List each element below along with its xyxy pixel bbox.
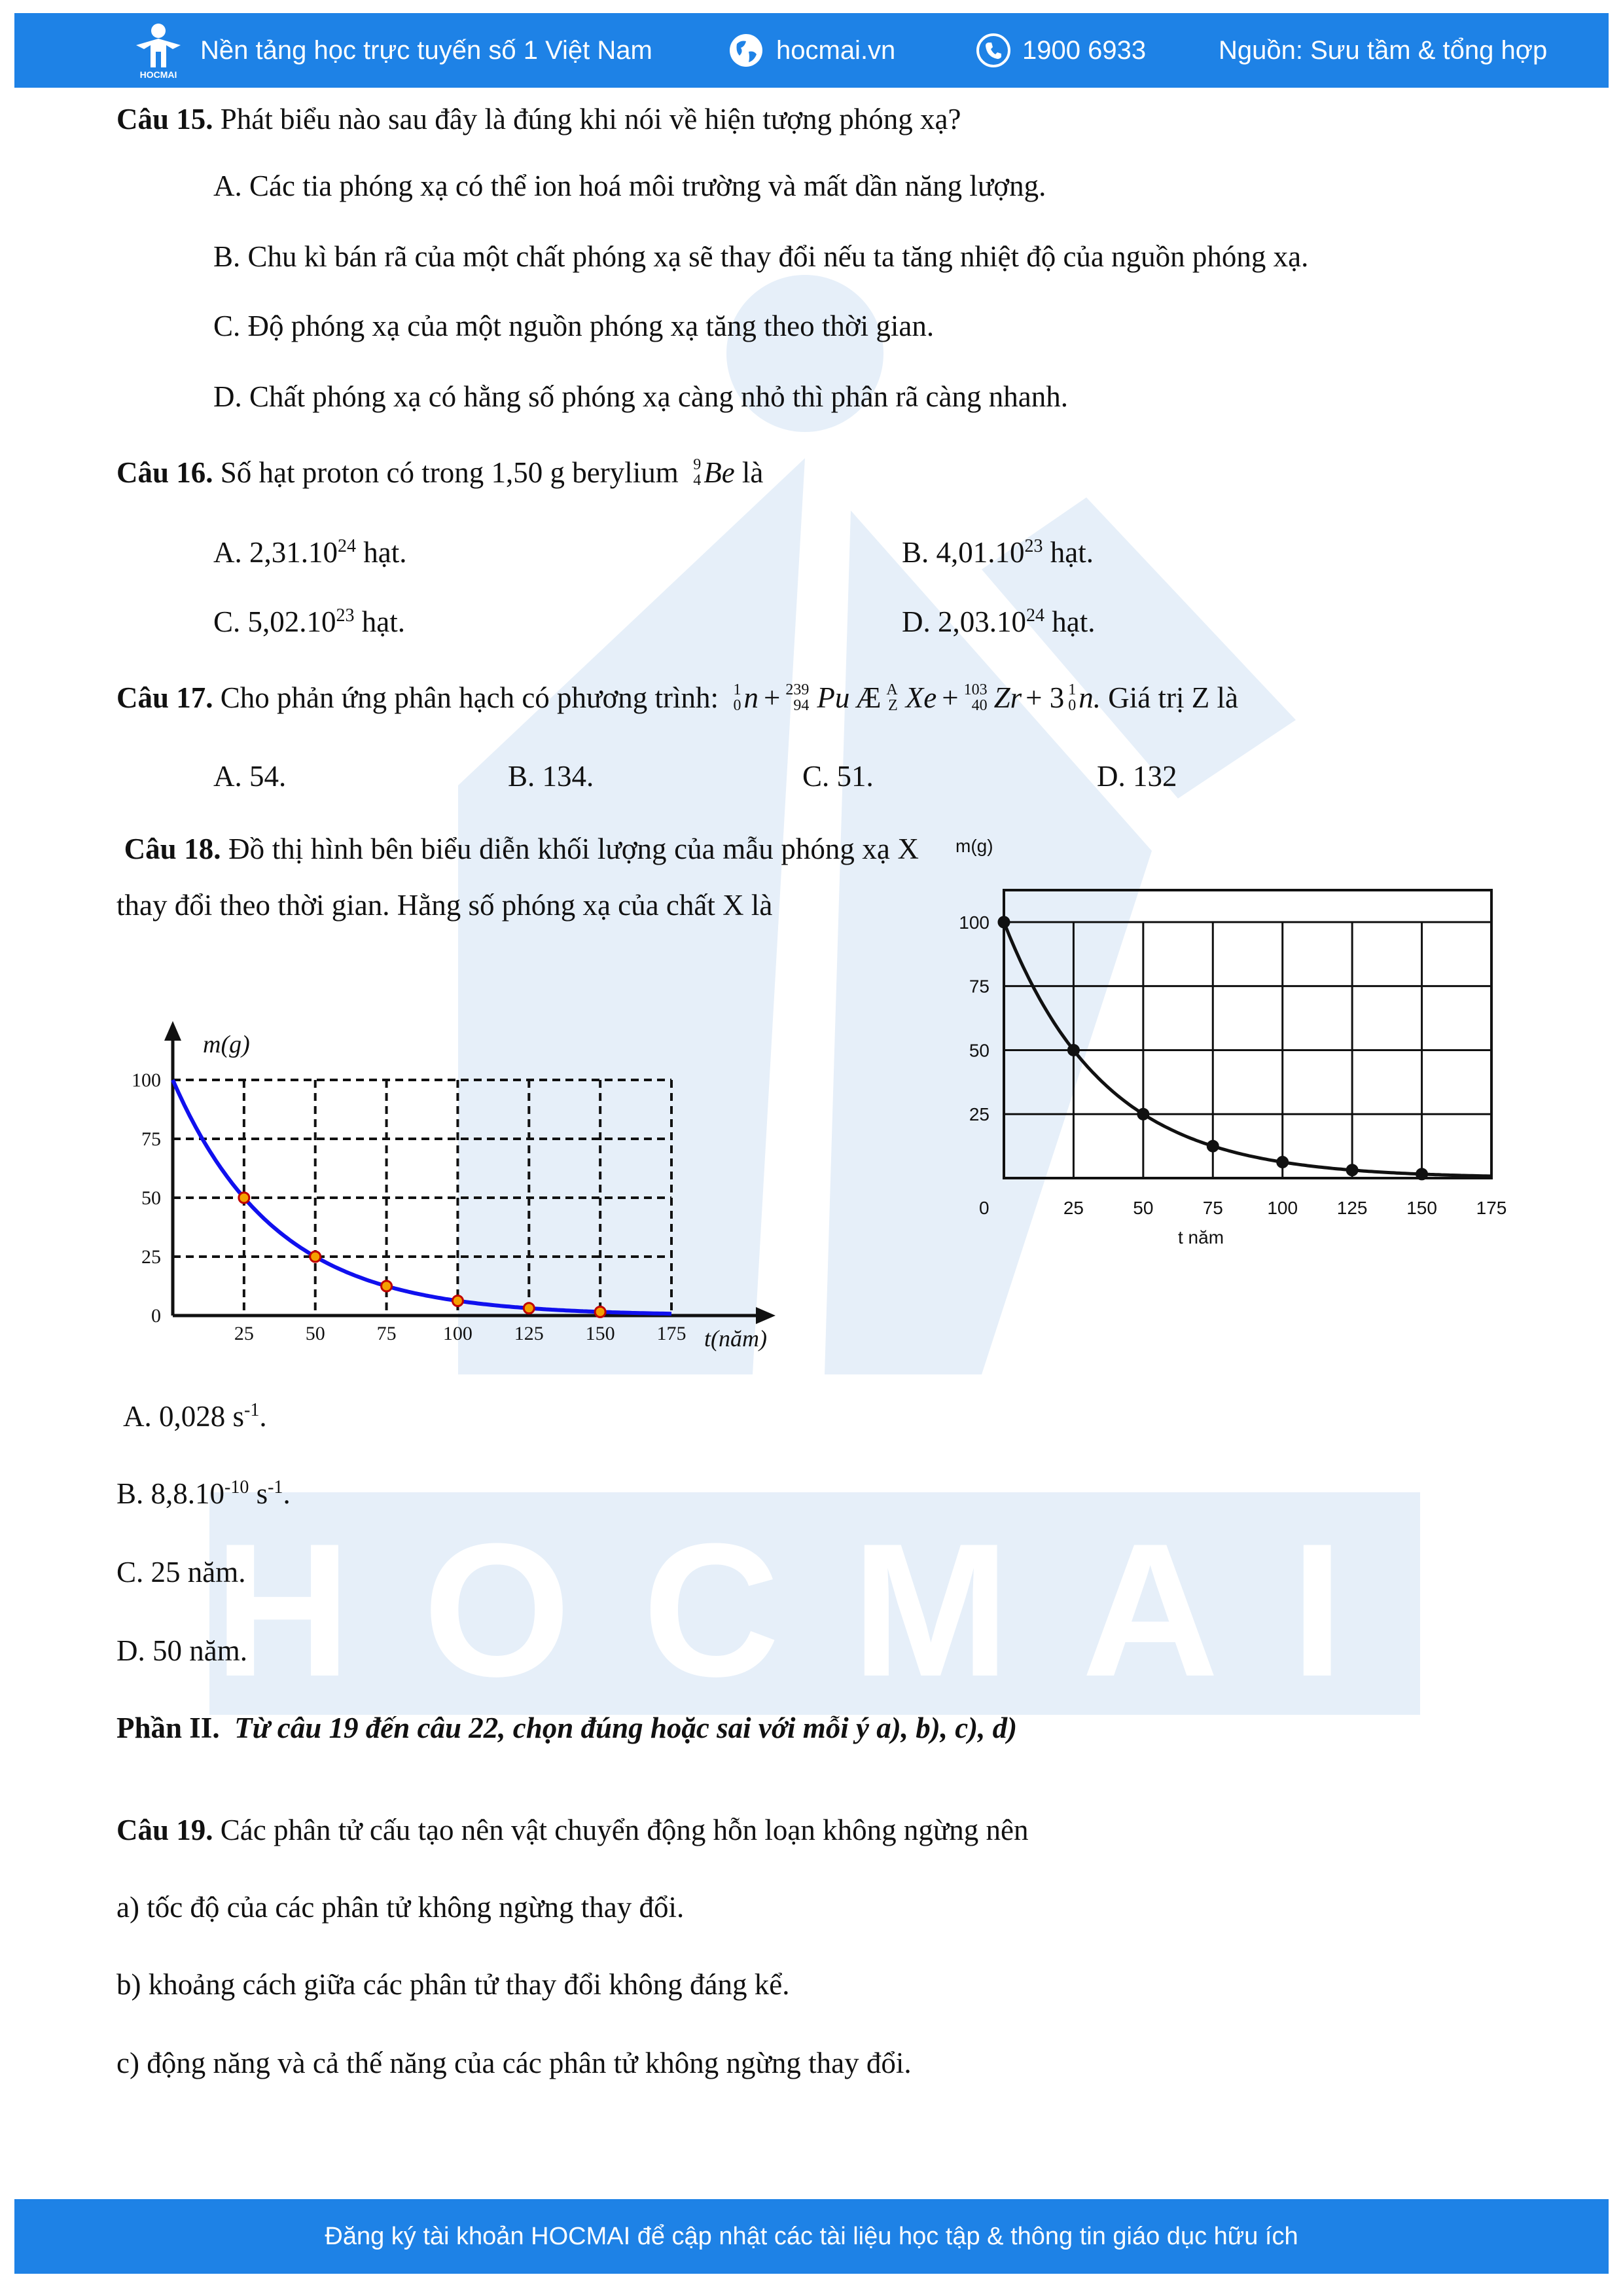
footer-text: Đăng ký tài khoản HOCMAI để cập nhật các tài liệu học tập & thông tin giáo dục hữu ích <box>325 2222 1298 2250</box>
chart1-tick-labels <box>132 1069 687 1344</box>
q19-item-b: b) khoảng cách giữa các phân tử thay đổi không đáng kể. <box>116 1968 790 2001</box>
q19-item-c: c) động năng và cả thế năng của các phân tử không ngừng thay đổi. <box>116 2047 912 2079</box>
question-16-text: Số hạt proton có trong 1,50 g berylium <box>220 456 679 489</box>
x-tick-label: 75 <box>1202 1198 1223 1218</box>
chart-frame <box>1004 890 1491 1178</box>
q19-item-a: a) tốc độ của các phân tử không ngừng thay đổi. <box>116 1891 685 1924</box>
q16-d-value: D. 2,03.10 <box>902 605 1026 638</box>
arrow-symbol: Æ <box>855 681 882 714</box>
globe-icon <box>728 32 764 69</box>
question-17-suffix: Giá trị Z là <box>1108 681 1238 714</box>
pu-top: 239 <box>785 681 810 698</box>
question-18-text: Đồ thị hình bên biểu diễn khối lượng của mẫu phóng xạ X thay đổi theo thời gian. Hằng số phóng xạ của chất X là <box>116 833 919 922</box>
y-tick-label: 25 <box>969 1104 990 1125</box>
y-tick-label: 50 <box>141 1187 161 1209</box>
plus-sign: + <box>763 681 781 714</box>
q18-b-value: B. 8,8.10 <box>116 1477 225 1510</box>
chart1-y-label: m(g) <box>203 1031 250 1058</box>
x-tick-label: 25 <box>234 1323 254 1344</box>
question-16-label: Câu 16. <box>116 456 213 489</box>
zr-symbol: Zr <box>993 681 1022 714</box>
q18-b-exp: -10 <box>224 1477 249 1498</box>
part-2-heading <box>116 1710 1017 1746</box>
q17-option-b: B. 134. <box>508 760 594 793</box>
question-17-text: Cho phản ứng phân hạch có phương trình: <box>220 681 719 714</box>
header-bar <box>14 13 1609 88</box>
header-website[interactable] <box>728 13 895 88</box>
data-point-marker <box>382 1281 392 1291</box>
q18-a-unit: . <box>259 1400 267 1433</box>
n1-bot: 0 <box>733 697 741 714</box>
chart1-x-label: t(năm) <box>704 1325 767 1352</box>
q18-a-exp: -1 <box>244 1400 260 1420</box>
watermark-text: HOCMAI <box>213 1504 1416 1716</box>
x-tick-label: 75 <box>376 1323 397 1344</box>
hocmai-logo[interactable] <box>130 13 187 88</box>
q16-option-c <box>213 603 405 640</box>
data-point-marker <box>1416 1168 1428 1180</box>
q18-option-b <box>116 1475 291 1512</box>
q16-option-a <box>213 534 406 571</box>
chart1-x-arrow <box>756 1307 776 1324</box>
be-mass-number: 9 <box>693 456 702 473</box>
q16-b-unit: hạt. <box>1043 536 1094 569</box>
y-tick-label: 100 <box>959 912 990 933</box>
y-tick-label: 50 <box>969 1040 990 1061</box>
y-tick-label: 75 <box>141 1128 161 1150</box>
question-16 <box>116 454 763 491</box>
footer-bar[interactable] <box>14 2199 1609 2274</box>
q16-b-exp: 23 <box>1024 536 1043 556</box>
question-17 <box>116 679 1238 716</box>
header-source: Nguồn: Sưu tầm & tổng hợp <box>1219 35 1548 65</box>
data-point-marker <box>1277 1157 1289 1168</box>
q15-option-a: A. Các tia phóng xạ có thể ion hoá môi trường và mất dần năng lượng. <box>213 170 1046 202</box>
question-15-label: Câu 15. <box>116 103 213 135</box>
q16-a-exp: 24 <box>338 536 356 556</box>
q16-d-exp: 24 <box>1026 605 1044 626</box>
data-point-marker <box>452 1296 463 1306</box>
q16-c-unit: hạt. <box>354 605 405 638</box>
q17-option-c: C. 51. <box>802 760 874 793</box>
q18-option-a <box>123 1398 267 1435</box>
chart1-markers <box>239 1193 605 1317</box>
part-2-text: Từ câu 19 đến câu 22, chọn đúng hoặc sai với mỗi ý a), b), c), d) <box>234 1712 1018 1744</box>
decay-chart-blue <box>131 1021 798 1374</box>
question-18-label: Câu 18. <box>124 833 221 865</box>
xe-top: A <box>886 681 898 698</box>
x-tick-label: 0 <box>979 1198 990 1218</box>
pu-symbol: Pu <box>817 681 850 714</box>
y-tick-label: 75 <box>969 976 990 997</box>
q18-b-unit2: . <box>283 1477 291 1510</box>
question-15-text: Phát biểu nào sau đây là đúng khi nói về hiện tượng phóng xạ? <box>220 103 961 135</box>
zr-top: 103 <box>963 681 988 698</box>
be-atomic-number: 4 <box>693 472 702 489</box>
q16-c-exp: 23 <box>336 605 355 626</box>
question-15 <box>116 101 961 137</box>
q17-option-a: A. 54. <box>213 760 287 793</box>
zr-bot: 40 <box>971 697 988 714</box>
q16-c-value: C. 5,02.10 <box>213 605 336 638</box>
plus-sign: + <box>942 681 959 714</box>
data-point-marker <box>1207 1140 1219 1152</box>
be-symbol: Be <box>704 456 735 489</box>
neutron-symbol: n. <box>1079 681 1101 714</box>
xe-symbol: Xe <box>905 681 937 714</box>
chart1-y-arrow <box>164 1021 181 1041</box>
data-point-marker <box>595 1306 605 1317</box>
header-phone-text: 1900 6933 <box>1022 35 1147 65</box>
reaction-equation <box>733 679 1101 716</box>
q18-b-unit: s <box>249 1477 268 1510</box>
data-point-marker <box>239 1193 249 1203</box>
question-16-suffix: là <box>741 456 764 489</box>
x-tick-label: 50 <box>305 1323 325 1344</box>
q16-option-b <box>902 534 1094 571</box>
q16-b-value: B. 4,01.10 <box>902 536 1025 569</box>
question-19-text: Các phân tử cấu tạo nên vật chuyển động hỗn loạn không ngừng nên <box>220 1814 1029 1846</box>
x-tick-label: 125 <box>1336 1198 1368 1218</box>
x-tick-label: 50 <box>1133 1198 1154 1218</box>
header-slogan: Nền tảng học trực tuyến số 1 Việt Nam <box>200 35 652 65</box>
n2-bot: 0 <box>1068 697 1077 714</box>
x-tick-label: 150 <box>585 1323 615 1344</box>
neutron-symbol: n <box>743 681 758 714</box>
y-tick-label: 100 <box>132 1069 161 1091</box>
data-point-marker <box>310 1251 321 1262</box>
q17-option-d: D. 132 <box>1097 760 1177 793</box>
phone-icon <box>975 32 1012 69</box>
pu-bot: 94 <box>793 697 810 714</box>
q16-a-value: A. 2,31.10 <box>213 536 338 569</box>
part-2-label: Phần II. <box>116 1712 220 1744</box>
x-tick-label: 175 <box>656 1323 687 1344</box>
q16-d-unit: hạt. <box>1044 605 1096 638</box>
chart2-x-label: t năm <box>1178 1227 1224 1247</box>
q16-option-d <box>902 603 1095 640</box>
n1-top: 1 <box>733 681 741 698</box>
data-point-marker <box>1067 1044 1079 1056</box>
data-point-marker <box>1137 1108 1149 1120</box>
q18-b-exp2: -1 <box>268 1477 283 1498</box>
beryllium-nuclide <box>693 454 734 491</box>
question-18 <box>116 821 919 933</box>
xe-bot: Z <box>888 697 898 714</box>
x-tick-label: 150 <box>1406 1198 1437 1218</box>
data-point-marker <box>998 916 1010 928</box>
x-tick-label: 25 <box>1063 1198 1084 1218</box>
decay-chart-black <box>942 825 1518 1257</box>
q16-a-unit: hạt. <box>356 536 407 569</box>
q15-option-d: D. Chất phóng xạ có hằng số phóng xạ càng nhỏ thì phân rã càng nhanh. <box>213 380 1068 413</box>
q18-option-d: D. 50 năm. <box>116 1634 247 1667</box>
plus-three: + 3 <box>1026 681 1065 714</box>
chart2-y-label: m(g) <box>955 836 993 856</box>
question-17-label: Câu 17. <box>116 681 213 714</box>
header-phone[interactable] <box>975 13 1146 88</box>
x-tick-label: 100 <box>1267 1198 1298 1218</box>
x-tick-label: 175 <box>1476 1198 1507 1218</box>
x-tick-label: 125 <box>514 1323 544 1344</box>
q18-a-value: A. 0,028 s <box>123 1400 245 1433</box>
q18-option-c: C. 25 năm. <box>116 1556 246 1588</box>
chart2-grid <box>1004 890 1491 1178</box>
y-tick-label: 0 <box>151 1305 161 1327</box>
y-tick-label: 25 <box>141 1246 161 1268</box>
svg-text:HOCMAI: HOCMAI <box>139 69 177 80</box>
data-point-marker <box>1346 1164 1358 1176</box>
n2-top: 1 <box>1068 681 1077 698</box>
x-tick-label: 100 <box>442 1323 473 1344</box>
q15-option-b: B. Chu kì bán rã của một chất phóng xạ sẽ thay đổi nếu ta tăng nhiệt độ của nguồn phóng xạ. <box>213 240 1309 273</box>
chart1-axes <box>164 1021 776 1324</box>
question-19-label: Câu 19. <box>116 1814 213 1846</box>
hocmai-logo-icon <box>130 19 187 82</box>
data-point-marker <box>524 1303 534 1314</box>
q15-option-c: C. Độ phóng xạ của một nguồn phóng xạ tăng theo thời gian. <box>213 310 935 342</box>
header-website-text: hocmai.vn <box>776 35 896 65</box>
question-19 <box>116 1812 1029 1848</box>
